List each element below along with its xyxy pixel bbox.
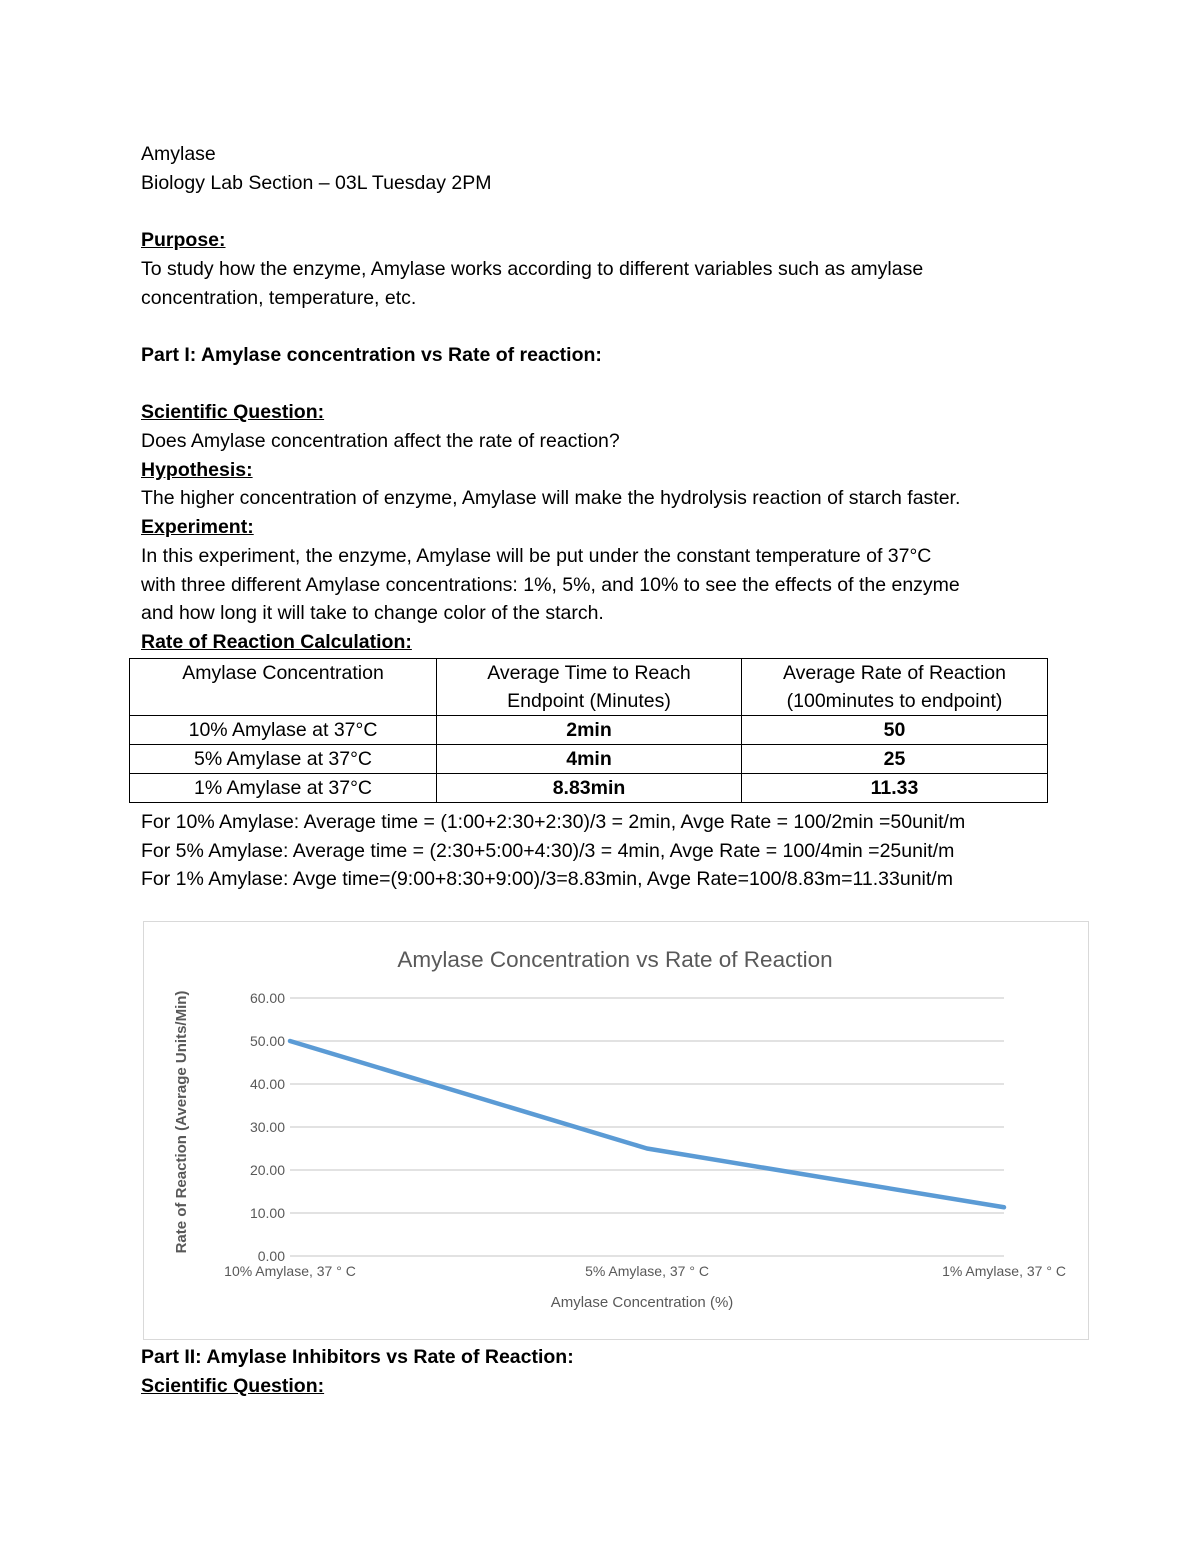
experiment-line: with three different Amylase concentrations: 1%, 5%, and 10% to see the effects of the enzyme — [141, 573, 960, 596]
hypothesis-heading: Hypothesis: — [141, 458, 253, 481]
series-line — [290, 1041, 1004, 1207]
y-tick-label: 10.00 — [249, 1205, 285, 1221]
purpose-heading: Purpose: — [141, 229, 226, 252]
document-body — [141, 140, 1061, 657]
y-tick-label: 20.00 — [249, 1162, 285, 1178]
calculations — [141, 808, 965, 894]
table-cell: 10% Amylase at 37°C — [130, 716, 437, 745]
y-tick-label: 30.00 — [249, 1119, 285, 1135]
table-row — [130, 716, 1048, 745]
x-tick-label: 10% Amylase, 37 ° C — [224, 1263, 356, 1279]
table-cell: 2min — [437, 716, 742, 745]
experiment-heading: Experiment: — [141, 516, 254, 539]
part2-heading: Part II: Amylase Inhibitors vs Rate of Reaction: — [141, 1346, 574, 1368]
table-cell: 8.83min — [437, 774, 742, 803]
rate-calculation-heading: Rate of Reaction Calculation: — [141, 630, 412, 653]
calculation-line: For 1% Amylase: Avge time=(9:00+8:30+9:00)/3=8.83min, Avge Rate=100/8.83m=11.33unit/m — [141, 868, 953, 891]
purpose-line: concentration, temperature, etc. — [141, 286, 417, 309]
table-cell: 1% Amylase at 37°C — [130, 774, 437, 803]
calculation-line: For 10% Amylase: Average time = (1:00+2:30+2:30)/3 = 2min, Avge Rate = 100/2min =50unit/m — [141, 811, 966, 833]
table-cell: 4min — [437, 745, 742, 774]
table-cell: 50 — [742, 716, 1048, 745]
lab-section: Biology Lab Section – 03L Tuesday 2PM — [141, 171, 492, 194]
table-cell: 11.33 — [742, 774, 1048, 803]
x-tick-label: 1% Amylase, 37 ° C — [942, 1263, 1066, 1279]
scientific-question-text: Does Amylase concentration affect the rate of reaction? — [141, 429, 620, 452]
y-tick-label: 60.00 — [249, 990, 285, 1006]
doc-title: Amylase — [141, 143, 216, 165]
chart-frame — [143, 921, 1089, 1340]
table-row — [130, 745, 1048, 774]
table-header-cell: Amylase Concentration — [130, 659, 437, 716]
y-tick-label: 40.00 — [249, 1076, 285, 1092]
table-cell: 5% Amylase at 37°C — [130, 745, 437, 774]
calculation-line: For 5% Amylase: Average time = (2:30+5:00+4:30)/3 = 4min, Avge Rate = 100/4min =25unit/m — [141, 839, 955, 862]
x-axis-label: Amylase Concentration (%) — [550, 1294, 734, 1311]
rate-table — [129, 658, 1048, 803]
y-tick-label: 0.00 — [257, 1248, 285, 1264]
table-header-cell: Average Time to Reach Endpoint (Minutes) — [437, 659, 742, 716]
y-tick-label: 50.00 — [249, 1033, 285, 1049]
experiment-line: In this experiment, the enzyme, Amylase will be put under the constant temperature of 37°C — [141, 544, 932, 567]
chart-title: Amylase Concentration vs Rate of Reaction — [397, 947, 833, 972]
table-row — [130, 774, 1048, 803]
purpose-line: To study how the enzyme, Amylase works according to different variables such as amylase — [141, 257, 924, 280]
experiment-line: and how long it will take to change color of the starch. — [141, 602, 604, 625]
table-header-cell: Average Rate of Reaction (100minutes to endpoint) — [742, 659, 1048, 716]
x-tick-label: 5% Amylase, 37 ° C — [585, 1263, 709, 1279]
part1-heading: Part I: Amylase concentration vs Rate of reaction: — [141, 343, 602, 366]
y-axis-label: Rate of Reaction (Average Units/Min) — [173, 990, 190, 1254]
table-cell: 25 — [742, 745, 1048, 774]
part2-section — [141, 1343, 574, 1400]
hypothesis-text: The higher concentration of enzyme, Amylase will make the hydrolysis reaction of starch faster. — [141, 487, 961, 510]
line-chart — [144, 922, 1087, 1338]
part2-scientific-question-heading: Scientific Question: — [141, 1374, 325, 1397]
scientific-question-heading: Scientific Question: — [141, 401, 325, 424]
table-header-row — [130, 659, 1048, 716]
